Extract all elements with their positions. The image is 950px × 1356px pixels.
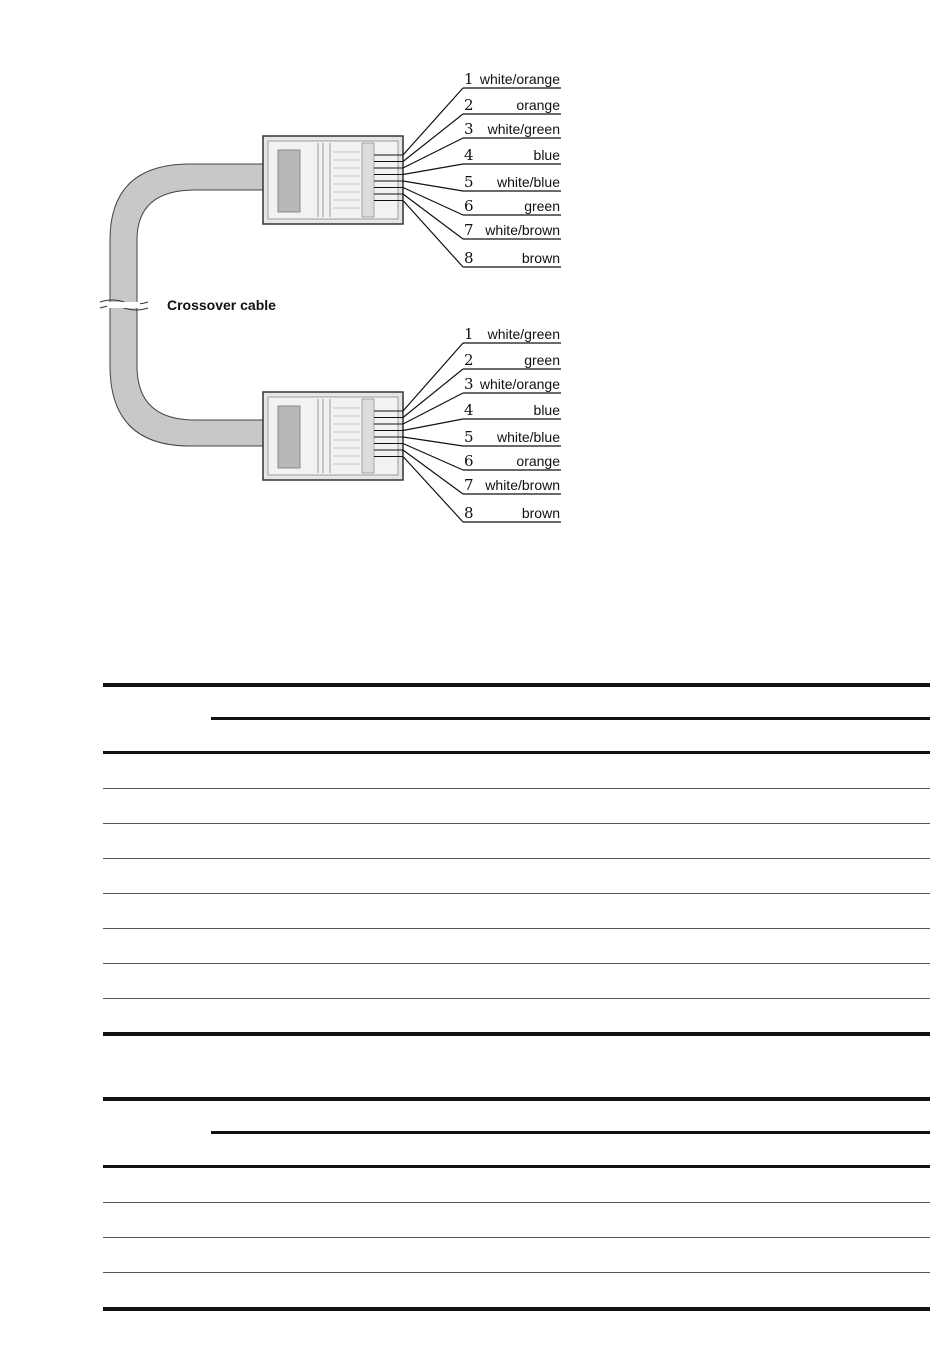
table-2-row-rule [103, 1202, 930, 1203]
table-2-header-subrule [211, 1131, 930, 1134]
table-1-row-rule [103, 998, 930, 999]
bottom-pin-color-label: white/blue [496, 429, 560, 445]
bottom-pin-color-label: brown [521, 505, 560, 521]
top-pin-color-label: white/green [487, 121, 560, 137]
top-pin-number: 7 [464, 221, 474, 239]
cable-label: Crossover cable [167, 297, 276, 313]
bottom-pin-number: 6 [464, 452, 474, 470]
bottom-pin-number: 4 [464, 401, 474, 419]
bottom-pin-lead [403, 437, 463, 446]
top-pin-color-label: blue [533, 147, 560, 163]
top-pin-number: 1 [464, 70, 474, 88]
table-2-row-rule [103, 1272, 930, 1273]
table-1-row-rule [103, 963, 930, 964]
top-pin-number: 8 [464, 249, 474, 267]
bottom-pin-number: 3 [464, 375, 474, 393]
bottom-pin-number: 8 [464, 504, 474, 522]
bottom-pin-color-label: white/green [487, 326, 560, 342]
table-1-row-rule [103, 788, 930, 789]
bottom-pin-color-label: blue [533, 402, 560, 418]
table-1-row-rule [103, 858, 930, 859]
top-pin-number: 2 [464, 96, 474, 114]
top-pin-lead [403, 164, 463, 175]
bottom-pin-number: 1 [464, 325, 474, 343]
bottom-pin-lead [403, 393, 463, 424]
top-connector-wires [374, 70, 561, 267]
top-pin-number: 6 [464, 197, 474, 215]
table-1-bottom-rule [103, 1032, 930, 1036]
bottom-connector-wires [374, 325, 561, 522]
bottom-pin-color-label: orange [516, 453, 560, 469]
table-1-header-rule [103, 751, 930, 754]
table-1-row-rule [103, 928, 930, 929]
bottom-pin-color-label: white/orange [479, 376, 560, 392]
table-2-top-rule [103, 1097, 930, 1101]
bottom-pin-number: 5 [464, 428, 474, 446]
top-pin-lead [403, 181, 463, 191]
table-1-row-rule [103, 823, 930, 824]
top-pin-color-label: white/blue [496, 174, 560, 190]
bottom-pin-lead [403, 419, 463, 431]
top-pin-color-label: white/brown [485, 222, 560, 238]
table-2-header-rule [103, 1165, 930, 1168]
bottom-rj45-connector [263, 392, 403, 480]
top-pin-lead [403, 138, 463, 168]
top-pin-color-label: white/orange [479, 71, 560, 87]
top-pin-number: 3 [464, 120, 474, 138]
bottom-pin-number: 7 [464, 476, 474, 494]
top-rj45-connector [263, 136, 403, 224]
top-pin-color-label: orange [516, 97, 560, 113]
table-1-row-rule [103, 893, 930, 894]
bottom-pin-color-label: green [524, 352, 560, 368]
table-1-header-subrule [211, 717, 930, 720]
top-pin-color-label: brown [521, 250, 560, 266]
table-2-row-rule [103, 1237, 930, 1238]
table-2-bottom-rule [103, 1307, 930, 1311]
bottom-pin-number: 2 [464, 351, 474, 369]
bottom-pin-color-label: white/brown [485, 477, 560, 493]
top-pin-color-label: green [524, 198, 560, 214]
top-pin-number: 4 [464, 146, 474, 164]
table-1-top-rule [103, 683, 930, 687]
top-pin-number: 5 [464, 173, 474, 191]
